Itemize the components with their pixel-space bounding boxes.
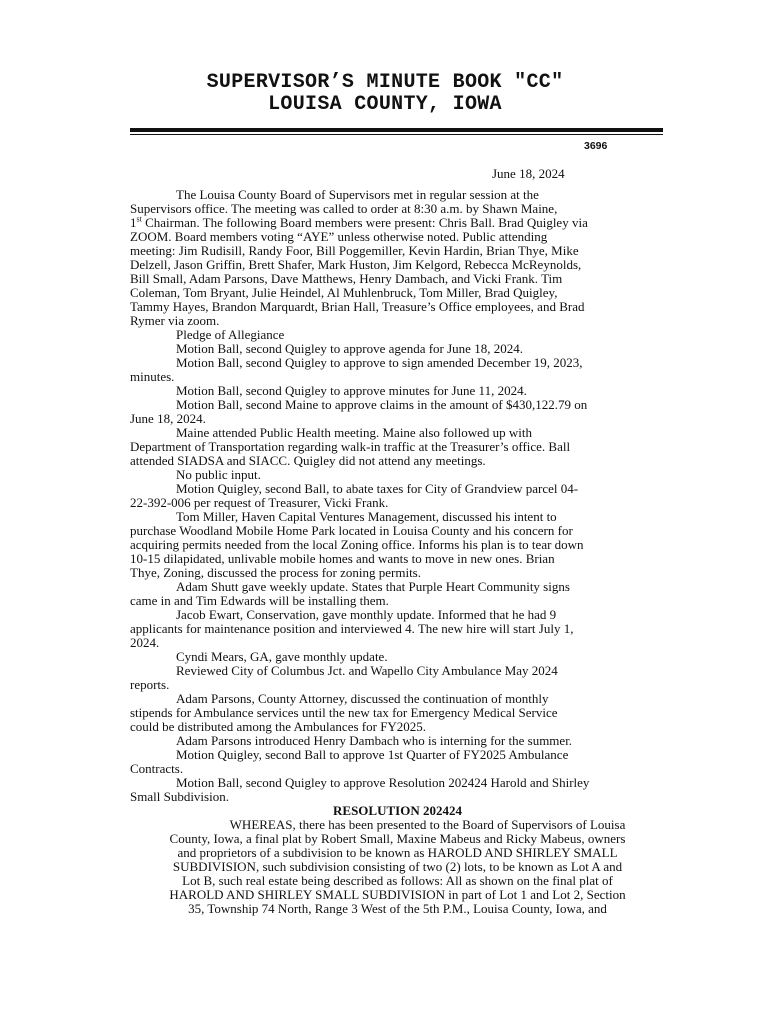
miller-line: Tom Miller, Haven Capital Ventures Management, discussed his intent to	[176, 509, 557, 524]
document-title: SUPERVISOR’S MINUTE BOOK "CC"	[206, 71, 564, 94]
intro-line: Coleman, Tom Bryant, Julie Heindel, Al Muhlenbruck, Tom Miller, Brad Quigley,	[130, 285, 558, 300]
abate-motion-line: 22-392-006 per request of Treasurer, Vicki Frank.	[130, 495, 389, 510]
minutes-body	[130, 188, 665, 916]
ewart-line: 2024.	[130, 635, 160, 650]
document-subtitle: LOUISA COUNTY, IOWA	[268, 93, 502, 116]
header-rule-thin	[130, 134, 663, 135]
intro-line: Bill Small, Adam Parsons, Dave Matthews, Henry Dambach, and Vicki Frank. Tim	[130, 271, 563, 286]
resolution-line: and proprietors of a subdivision to be known as HAROLD AND SHIRLEY SMALL	[177, 845, 618, 860]
miller-line: 10-15 dilapidated, unlivable mobile homes and wants to move in new ones. Brian	[130, 551, 555, 566]
claims-motion-line: Motion Ball, second Maine to approve claims in the amount of $430,122.79 on	[176, 397, 588, 412]
shutt-line: Adam Shutt gave weekly update. States that Purple Heart Community signs	[176, 579, 570, 594]
amended-motion-line: Motion Ball, second Quigley to approve to sign amended December 19, 2023,	[176, 355, 583, 370]
ewart-line: applicants for maintenance position and interviewed 4. The new hire will start July 1,	[130, 621, 574, 636]
resolution-line: 35, Township 74 North, Range 3 West of the 5th P.M., Louisa County, Iowa, and	[188, 901, 607, 916]
intro-line: Tammy Hayes, Brandon Marquardt, Brian Hall, Treasure’s Office employees, and Brad	[130, 299, 585, 314]
intro-line: Rymer via zoom.	[130, 313, 220, 328]
resolution-motion-line: Small Subdivision.	[130, 789, 229, 804]
parsons-line: stipends for Ambulance services until the new tax for Emergency Medical Service	[130, 705, 558, 720]
parsons-line: could be distributed among the Ambulances for FY2025.	[130, 719, 427, 734]
ordinal-number: 1	[130, 215, 137, 230]
resolution-line: HAROLD AND SHIRLEY SMALL SUBDIVISION in part of Lot 1 and Lot 2, Section	[169, 887, 626, 902]
pledge-line: Pledge of Allegiance	[176, 327, 285, 342]
dambach-line: Adam Parsons introduced Henry Dambach who is interning for the summer.	[176, 733, 573, 748]
meeting-date: June 18, 2024	[492, 166, 565, 181]
intro-line-rest: Chairman. The following Board members were present: Chris Ball. Brad Quigley via	[141, 215, 588, 230]
miller-line: Thye, Zoning, discussed the process for zoning permits.	[130, 565, 421, 580]
ambulance-reports-line: reports.	[130, 677, 170, 692]
resolution-line: SUBDIVISION, such subdivision consisting of two (2) lots, to be known as Lot A and	[172, 859, 623, 874]
public-input-line: No public input.	[176, 467, 261, 482]
ambulance-reports-line: Reviewed City of Columbus Jct. and Wapello City Ambulance May 2024	[176, 663, 558, 678]
maine-report-line: Maine attended Public Health meeting. Maine also followed up with	[176, 425, 532, 440]
contracts-motion-line: Motion Quigley, second Ball to approve 1st Quarter of FY2025 Ambulance	[176, 747, 569, 762]
ewart-line: Jacob Ewart, Conservation, gave monthly update. Informed that he had 9	[176, 607, 557, 622]
intro-line: ZOOM. Board members voting “AYE” unless otherwise noted. Public attending	[130, 229, 548, 244]
abate-motion-line: Motion Quigley, second Ball, to abate taxes for City of Grandview parcel 04-	[176, 481, 579, 496]
resolution-title: RESOLUTION 202424	[333, 803, 462, 818]
shutt-line: came in and Tim Edwards will be installing them.	[130, 593, 389, 608]
miller-line: purchase Woodland Mobile Home Park located in Louisa County and his concern for	[130, 523, 573, 538]
claims-motion-line: June 18, 2024.	[130, 411, 206, 426]
maine-report-line: attended SIADSA and SIACC. Quigley did not attend any meetings.	[130, 453, 486, 468]
intro-line: The Louisa County Board of Supervisors met in regular session at the	[176, 187, 539, 202]
agenda-motion: Motion Ball, second Quigley to approve agenda for June 18, 2024.	[176, 341, 523, 356]
minutes-motion: Motion Ball, second Quigley to approve minutes for June 11, 2024.	[176, 383, 527, 398]
maine-report-line: Department of Transportation regarding walk-in traffic at the Treasurer’s office. Ball	[130, 439, 571, 454]
resolution-line: WHEREAS, there has been presented to the Board of Supervisors of Louisa	[229, 817, 626, 832]
resolution-line: Lot B, such real estate being described as follows: All as shown on the final plat of	[182, 873, 613, 888]
ordinal-suffix: st	[136, 214, 142, 224]
miller-line: acquiring permits needed from the local Zoning office. Informs his plan is to tear down	[130, 537, 584, 552]
parsons-line: Adam Parsons, County Attorney, discussed the continuation of monthly	[176, 691, 549, 706]
resolution-line: County, Iowa, a final plat by Robert Small, Maxine Mabeus and Ricky Mabeus, owners	[169, 831, 626, 846]
page-number: 3696	[584, 140, 608, 152]
intro-line: Supervisors office. The meeting was called to order at 8:30 a.m. by Shawn Maine,	[130, 201, 558, 216]
mears-line: Cyndi Mears, GA, gave monthly update.	[176, 649, 388, 664]
resolution-motion-line: Motion Ball, second Quigley to approve Resolution 202424 Harold and Shirley	[176, 775, 590, 790]
amended-motion-line: minutes.	[130, 369, 175, 384]
intro-line: meeting: Jim Rudisill, Randy Foor, Bill Poggemiller, Kevin Hardin, Brian Thye, Mike	[130, 243, 579, 258]
contracts-motion-line: Contracts.	[130, 761, 184, 776]
intro-line	[130, 216, 665, 230]
header-rule	[130, 128, 663, 132]
intro-line: Delzell, Jason Griffin, Brett Shafer, Mark Huston, Jim Kelgord, Rebecca McReynolds,	[130, 257, 582, 272]
